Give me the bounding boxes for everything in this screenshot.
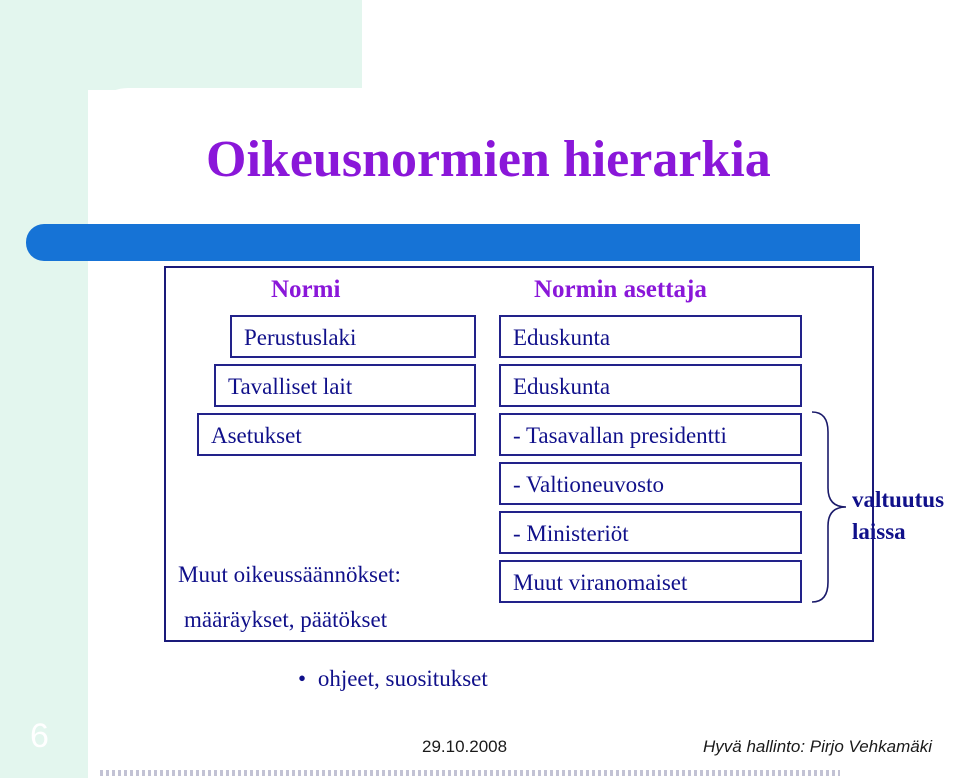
- bullet-text: ohjeet, suositukset: [317, 666, 488, 691]
- setter-box-eduskunta-1: [499, 315, 802, 358]
- norm-label: Tavalliset lait: [228, 374, 353, 399]
- page-number: 6: [30, 717, 49, 755]
- setter-label: Eduskunta: [513, 374, 611, 399]
- norm-box-asetukset: [197, 413, 476, 456]
- setter-box-valtioneuvosto: [499, 462, 802, 505]
- footer-fine-print-strip: [100, 770, 840, 776]
- norm-label: Asetukset: [211, 423, 302, 448]
- setter-label: Eduskunta: [513, 325, 611, 350]
- norm-label: Perustuslaki: [244, 325, 357, 350]
- setter-label: - Tasavallan presidentti: [513, 423, 727, 448]
- bullet-item: [298, 666, 488, 692]
- setter-label: - Ministeriöt: [513, 521, 629, 546]
- norm-box-perustuslaki: [230, 315, 476, 358]
- norm-maaraykset-paatokset: määräykset, päätökset: [184, 607, 388, 632]
- slide-title: Oikeusnormien hierarkia: [206, 131, 771, 188]
- norm-column-heading: Normi: [271, 276, 341, 303]
- curly-brace-icon: [806, 410, 850, 604]
- norm-box-tavalliset-lait: [214, 364, 476, 407]
- bullet-icon: •: [298, 666, 307, 691]
- setter-column-heading: Normin asettaja: [534, 276, 707, 303]
- setter-box-muut-viranomaiset: [499, 560, 802, 603]
- background-accent-left: [0, 0, 88, 778]
- footer-author: Hyvä hallinto: Pirjo Vehkamäki: [703, 737, 932, 756]
- setter-label: - Valtioneuvosto: [513, 472, 664, 497]
- bracket-label-line1: valtuutus: [852, 487, 945, 512]
- setter-box-eduskunta-2: [499, 364, 802, 407]
- setter-label: Muut viranomaiset: [513, 570, 688, 595]
- setter-box-tasavallan-presidentti: [499, 413, 802, 456]
- bracket-label-line2: laissa: [852, 519, 906, 544]
- title-underline-bar: [26, 224, 860, 261]
- footer-date: 29.10.2008: [422, 737, 508, 756]
- norm-muut-oikeussaannokset: Muut oikeussäännökset:: [178, 562, 401, 587]
- setter-box-ministeriot: [499, 511, 802, 554]
